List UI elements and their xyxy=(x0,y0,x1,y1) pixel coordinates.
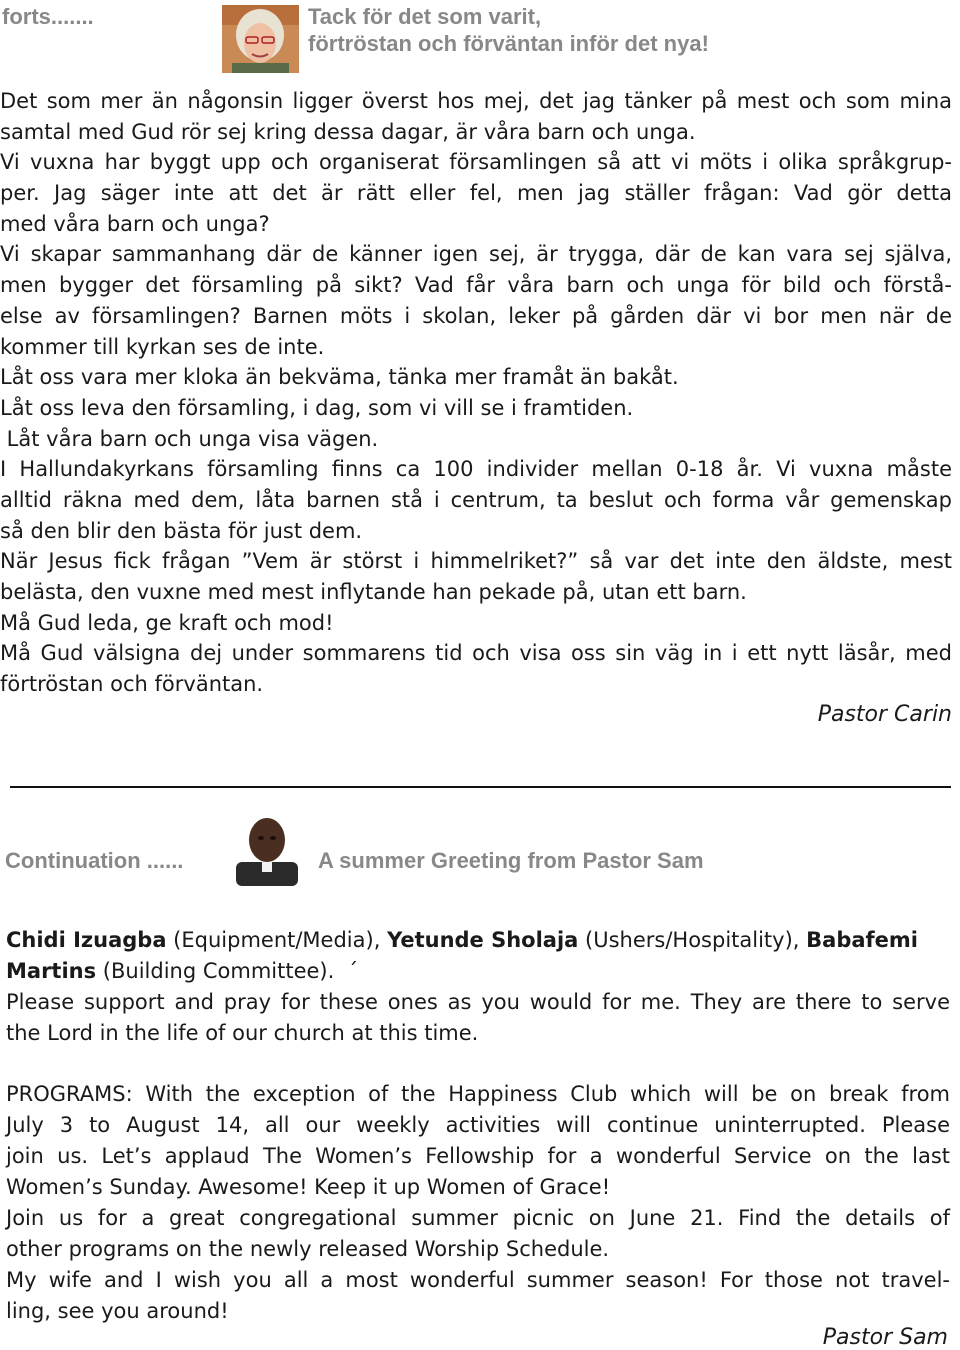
signature-pastor-sam: Pastor Sam xyxy=(822,1325,948,1350)
body-line: else av församlingen? Barnen möts i skolan, leker på gården där vi bor men när de xyxy=(0,303,952,328)
para2-line: join us. Let’s applaud The Women’s Fellowship for a wonderful Service on the last xyxy=(6,1144,950,1168)
para2-line: other programs on the newly released Worship Schedule. xyxy=(6,1237,610,1261)
role-ushers-hospitality: (Ushers/Hospitality), xyxy=(578,928,807,952)
para2-line: Women’s Sunday. Awesome! Keep it up Women of Grace! xyxy=(6,1175,611,1199)
swedish-title-line-1: Tack för det som varit, xyxy=(308,4,542,29)
english-title: A summer Greeting from Pastor Sam xyxy=(318,848,704,873)
body-line: Må Gud välsigna dej under sommarens tid och visa oss sin väg in i ett nytt läsår, med xyxy=(0,641,952,666)
role-building-committee: (Building Committee). ´ xyxy=(96,959,359,983)
body-line: men bygger det församling på sikt? Vad får våra barn och unga för bild och förstå- xyxy=(0,273,952,298)
english-names xyxy=(6,925,950,1049)
names-line-2 xyxy=(6,956,950,987)
name-yetunde: Yetunde Sholaja xyxy=(387,928,579,952)
pastor-carin-photo xyxy=(222,5,299,73)
swedish-title-line-2: förtröstan och förväntan inför det nya! xyxy=(308,31,709,56)
body-line: förtröstan och förväntan. xyxy=(0,672,264,697)
body-line: samtal med Gud rör sej kring dessa dagar, är våra barn och unga. xyxy=(0,119,696,144)
name-babafemi: Babafemi xyxy=(806,928,918,952)
para1-line: the Lord in the life of our church at this time. xyxy=(6,1021,479,1045)
para2-line: PROGRAMS: With the exception of the Happiness Club which will be on break from xyxy=(6,1082,950,1106)
para1-line: Please support and pray for these ones as you would for me. They are there to serve xyxy=(6,990,950,1014)
signature-pastor-carin: Pastor Carin xyxy=(817,702,952,727)
section-divider xyxy=(10,786,951,788)
body-line: Vi skapar sammanhang där de känner igen sej, är trygga, där de kan vara sej själva, xyxy=(0,242,952,267)
para2-line: ling, see you around! xyxy=(6,1299,229,1323)
body-line: Låt oss vara mer kloka än bekväma, tänka mer framåt än bakåt. xyxy=(0,365,679,390)
swedish-body xyxy=(0,86,952,700)
body-line: När Jesus fick frågan ”Vem är störst i himmelriket?” så var det inte den äldste, mest xyxy=(0,549,952,574)
body-line: Låt våra barn och unga visa vägen. xyxy=(0,426,379,451)
english-programs xyxy=(6,1079,950,1327)
names-line-1 xyxy=(6,925,950,956)
body-line: med våra barn och unga? xyxy=(0,211,270,236)
forts-label: forts....... xyxy=(2,4,94,29)
body-line: Det som mer än någonsin ligger överst hos mej, det jag tänker på mest och som mina xyxy=(0,89,952,113)
name-chidi: Chidi Izuagba xyxy=(6,928,167,952)
continuation-label: Continuation ...... xyxy=(5,848,184,873)
pastor-sam-photo xyxy=(228,810,306,886)
body-line: per. Jag säger inte att det är rätt eller fel, men jag ställer frågan: Vad gör detta xyxy=(0,181,952,206)
body-line: Låt oss leva den församling, i dag, som vi vill se i framtiden. xyxy=(0,395,634,420)
body-line: I Hallundakyrkans församling finns ca 100 individer mellan 0-18 år. Vi vuxna måste xyxy=(0,457,952,482)
body-line: Må Gud leda, ge kraft och mod! xyxy=(0,610,334,635)
body-line: alltid räkna med dem, låta barnen stå i centrum, ta beslut och forma vår gemenskap xyxy=(0,487,952,512)
body-line: Vi vuxna har byggt upp och organiserat församlingen så att vi möts i olika språkgrup- xyxy=(0,150,952,175)
body-line: så den blir den bästa för just dem. xyxy=(0,518,363,543)
body-line: kommer till kyrkan ses de inte. xyxy=(0,334,325,359)
body-line: belästa, den vuxne med mest inflytande han pekade på, utan ett barn. xyxy=(0,580,747,604)
para2-line: Join us for a great congregational summer picnic on June 21. Find the details of xyxy=(6,1206,950,1230)
role-equipment-media: (Equipment/Media), xyxy=(166,928,388,952)
para2-line: July 3 to August 14, all our weekly activities will continue uninterrupted. Please xyxy=(6,1113,950,1137)
name-martins: Martins xyxy=(6,959,97,983)
para2-line: My wife and I wish you all a most wonderful summer season! For those not travel- xyxy=(6,1268,950,1292)
